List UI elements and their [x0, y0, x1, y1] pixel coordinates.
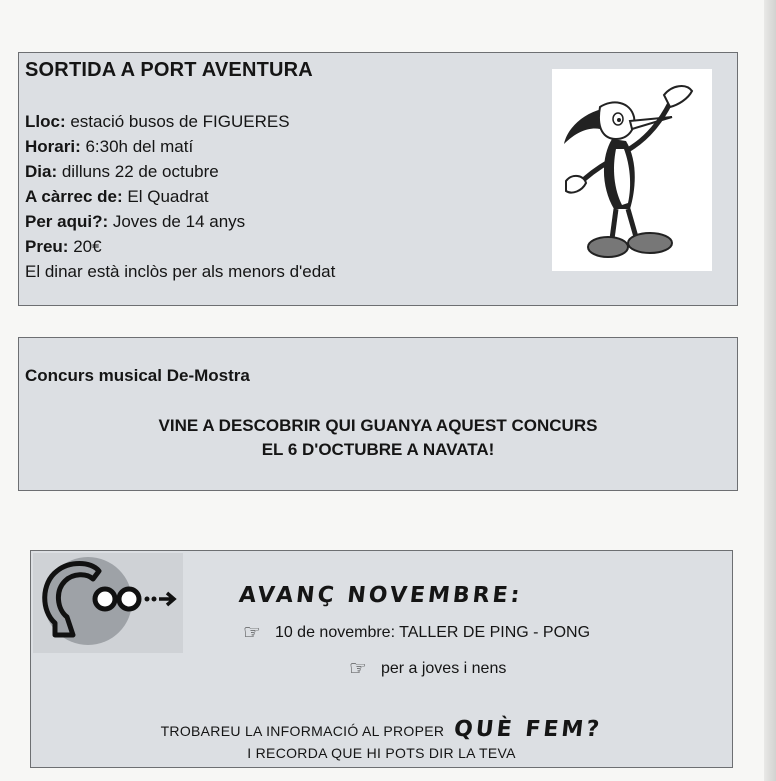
info-line [31, 717, 732, 742]
preu-line [25, 234, 335, 259]
pointing-hand-icon: ☞ [243, 622, 261, 644]
avanc-item-2-text: per a joves i nens [380, 660, 507, 677]
sortida-details [25, 109, 335, 284]
que-fem-highlight: QUÈ FEM? [453, 717, 604, 742]
horari-line [25, 134, 335, 159]
avanc-box [30, 550, 733, 768]
preu-value: 20€ [68, 237, 102, 256]
sortida-title: SORTIDA A PORT AVENTURA [25, 59, 313, 81]
footer-line: I RECORDA QUE HI POTS DIR LA TEVA [247, 745, 516, 761]
dia-label: Dia: [25, 162, 58, 181]
per-label: Per aqui?: [25, 212, 109, 231]
info-text: TROBAREU LA INFORMACIÓ AL PROPER [160, 723, 445, 739]
dia-value: dilluns 22 de octubre [57, 162, 219, 181]
avanc-item-1-text: 10 de novembre: TALLER DE PING - PONG [274, 624, 591, 641]
carrec-line [25, 184, 335, 209]
carrec-value: El Quadrat [122, 187, 209, 206]
sortida-box [18, 52, 738, 306]
preu-label: Preu: [25, 237, 69, 256]
lloc-label: Lloc: [25, 112, 66, 131]
per-value: Joves de 14 anys [108, 212, 246, 231]
horari-value: 6:30h del matí [80, 137, 194, 156]
dinar-note: El dinar està inclòs per als menors d'edat [25, 262, 336, 281]
carrec-label: A càrrec de: [25, 187, 123, 206]
dia-line [25, 159, 335, 184]
page-edge [764, 0, 776, 781]
avanc-item-2 [349, 659, 506, 679]
horari-label: Horari: [25, 137, 81, 156]
per-line [25, 209, 335, 234]
head-arrow-logo-icon [33, 553, 183, 653]
concurs-line-1: VINE A DESCOBRIR QUI GUANYA AQUEST CONCURS [158, 416, 598, 435]
concurs-line-2: EL 6 D'OCTUBRE A NAVATA! [261, 440, 495, 459]
lloc-value: estació busos de FIGUERES [65, 112, 290, 131]
concurs-subtitle: Concurs musical De-Mostra [25, 366, 250, 385]
lloc-line [25, 109, 335, 134]
concurs-box [18, 337, 738, 491]
avanc-item-1 [243, 623, 590, 643]
woodpecker-illustration [552, 69, 712, 271]
avanc-heading: AVANÇ NOVEMBRE: [237, 583, 524, 608]
pointing-hand-icon: ☞ [349, 658, 367, 680]
